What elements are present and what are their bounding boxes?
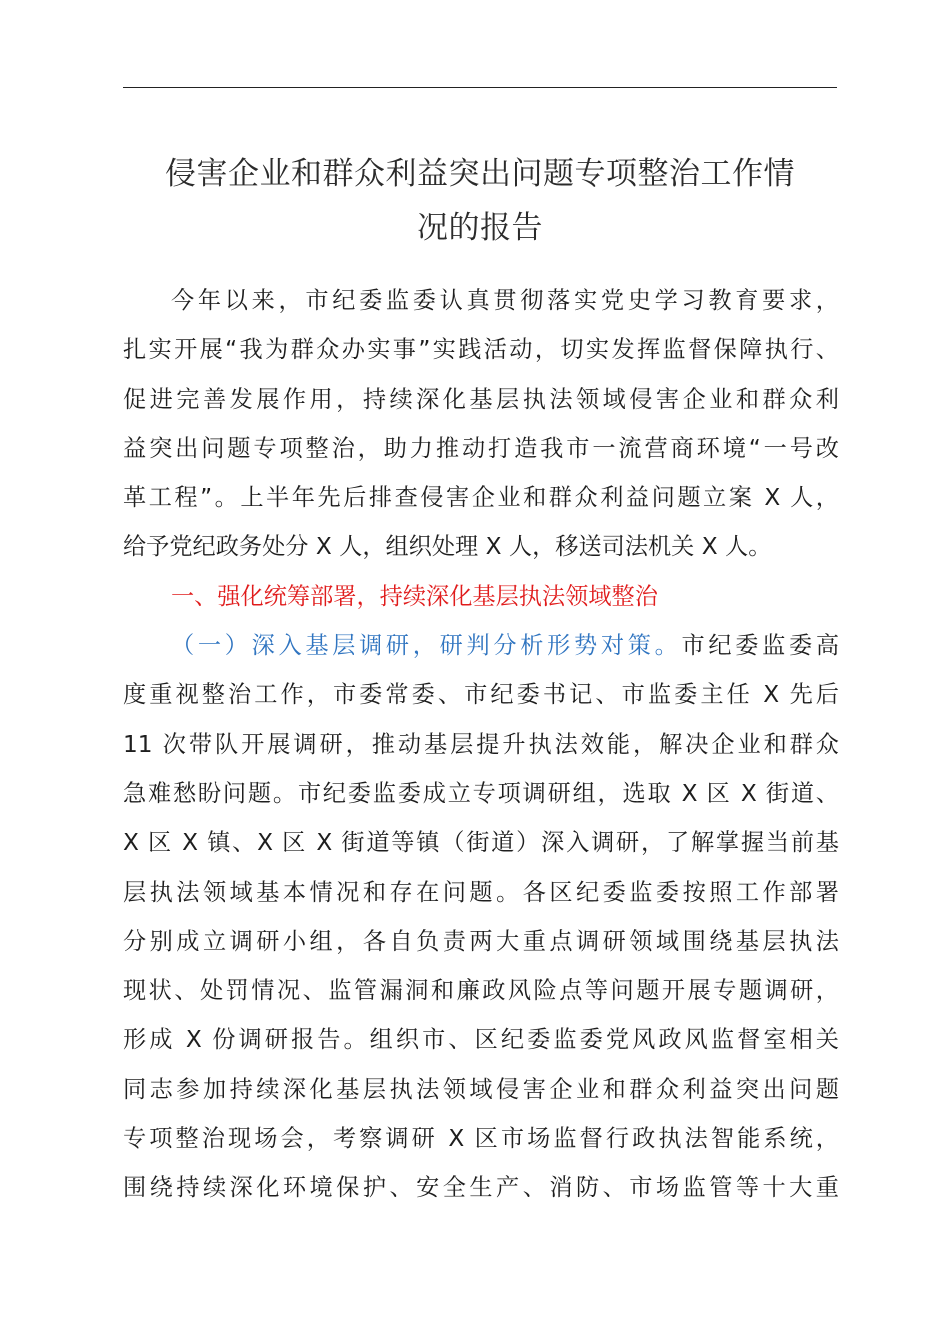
paragraph-line: 给予党纪政务处分 X 人，组织处理 X 人，移送司法机关 X 人。: [123, 533, 772, 561]
paragraph-line: 今年以来，市纪委监委认真贯彻落实党史学习教育要求，: [171, 287, 839, 314]
paragraph-line: 益突出问题专项整治，助力推动打造我市一流营商环境“一号改: [123, 434, 839, 462]
paragraph-line: X 区 X 镇、X 区 X 街道等镇（街道）深入调研，了解掌握当前基: [123, 829, 839, 857]
title-line: 况的报告: [417, 210, 543, 246]
paragraph-line: 急难愁盼问题。市纪委监委成立专项调研组，选取 X 区 X 街道、: [123, 779, 839, 807]
document-body: [123, 276, 839, 1213]
document-title: [110, 147, 850, 255]
paragraph-line: 形成 X 份调研报告。组织市、区纪委监委党风政风监督室相关: [123, 1026, 839, 1054]
paragraph-line: 现状、处罚情况、监管漏洞和廉政风险点等问题开展专题调研，: [123, 977, 839, 1005]
paragraph-line: 围绕持续深化环境保护、安全生产、消防、市场监管等十大重: [123, 1174, 839, 1202]
paragraph-line: 扎实开展“我为群众办实事”实践活动，切实发挥监督保障执行、: [123, 336, 839, 364]
paragraph-line: 分别成立调研小组，各自负责两大重点调研领域围绕基层执法: [123, 927, 839, 955]
paragraph-line: 层执法领域基本情况和存在问题。各区纪委监委按照工作部署: [123, 878, 839, 906]
paragraph-line: 11 次带队开展调研，推动基层提升执法效能，解决企业和群众: [123, 730, 839, 758]
paragraph-line: 革工程”。上半年先后排查侵害企业和群众利益问题立案 X 人，: [123, 484, 839, 512]
header-rule: [123, 87, 837, 88]
section-heading: 一、强化统筹部署，持续深化基层执法领域整治: [171, 582, 658, 610]
paragraph-line: 同志参加持续深化基层执法领域侵害企业和群众利益突出问题: [123, 1075, 839, 1103]
paragraph-line: 专项整治现场会，考察调研 X 区市场监督行政执法智能系统，: [123, 1125, 839, 1153]
paragraph-line: [123, 621, 839, 670]
paragraph-line: 度重视整治工作，市委常委、市纪委书记、市监委主任 X 先后: [123, 681, 839, 709]
paragraph-line: 促进完善发展作用，持续深化基层执法领域侵害企业和群众利: [123, 385, 839, 413]
title-line: 侵害企业和群众利益突出问题专项整治工作情: [165, 156, 795, 192]
paragraph-text: 市纪委监委高: [681, 632, 840, 660]
subsection-heading: （一）深入基层调研，研判分析形势对策。: [171, 632, 682, 660]
